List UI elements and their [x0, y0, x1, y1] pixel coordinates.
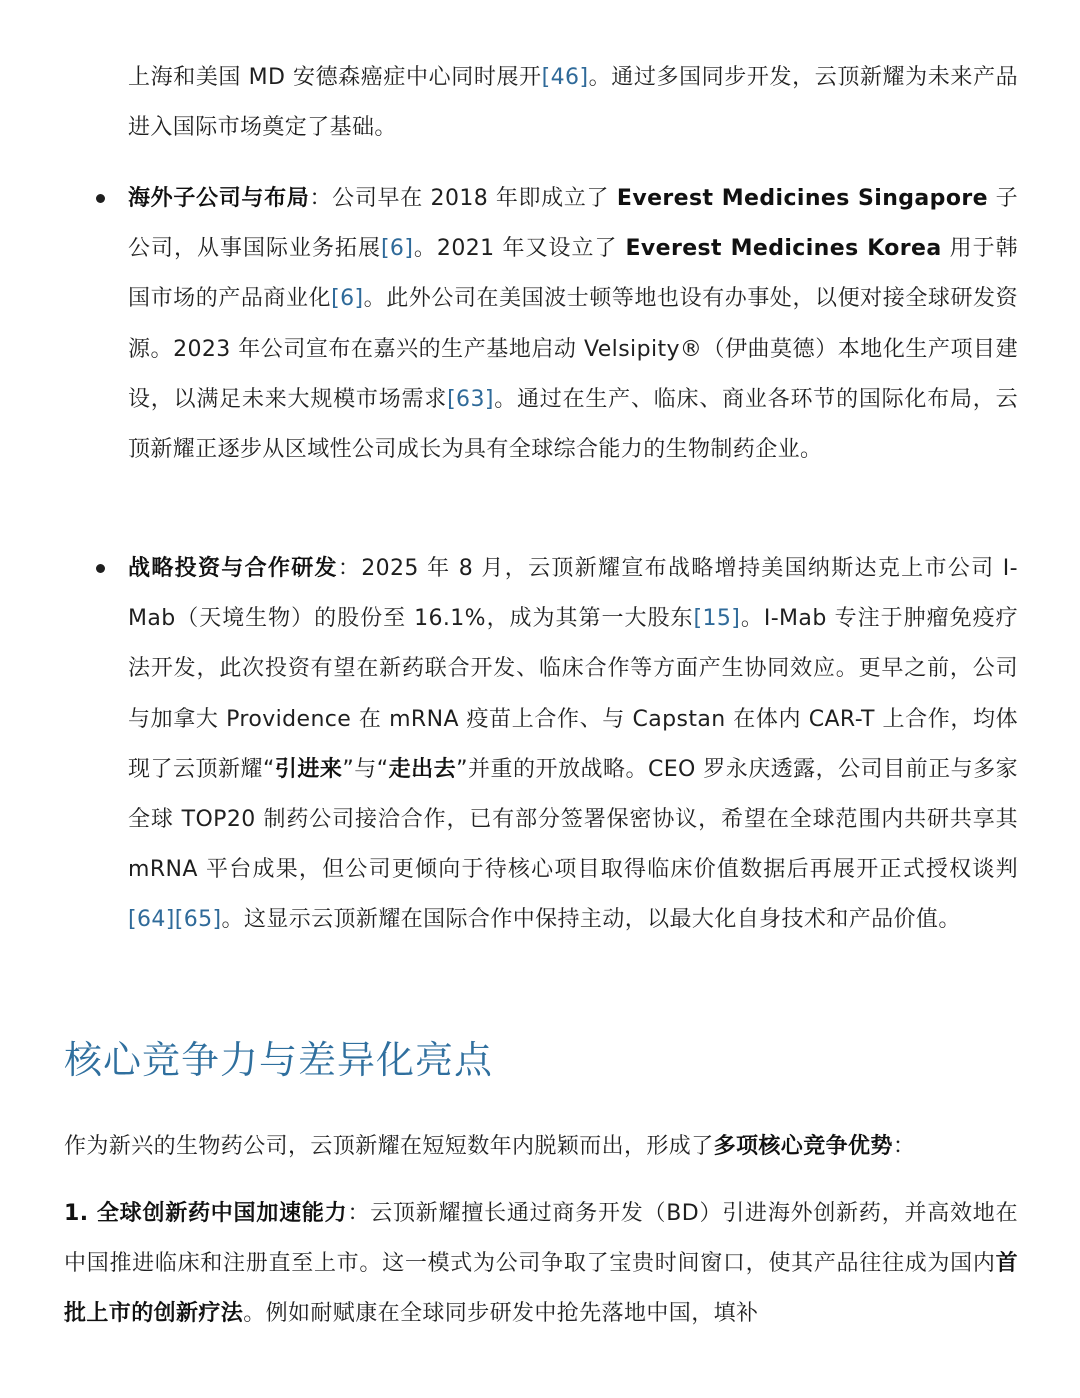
bold-term: 多项核心竞争优势 [713, 1134, 893, 1159]
bold-term: Everest Medicines Korea [625, 236, 942, 262]
citation-link-6[interactable]: [6] [380, 236, 414, 262]
bullet-text: 。I-Mab 专注于肿瘤免疫疗法开发，此次投资有望在新药联合开发、临床合作等方面产生协同效应。更早之前，公司与加拿大 Providence 在 mRNA 疫苗上合作、与 Capstan 在体内 CAR-T 上合作，均体现了云顶新耀“ [128, 606, 1018, 782]
item-label: 全球创新药中国加速能力 [96, 1201, 348, 1226]
bold-term: 走出去 [388, 756, 457, 782]
continuation-text: 上海和美国 MD 安德森癌症中心同时展开 [128, 65, 542, 90]
citation-link-64[interactable]: [64] [128, 907, 175, 933]
citation-link-6[interactable]: [6] [331, 286, 364, 312]
item-number: 1. [64, 1201, 97, 1226]
bullet-text: 用于韩国市场的产品商业化 [128, 236, 1018, 312]
bullet-label: 海外子公司与布局 [128, 186, 310, 211]
bullet-item-strategic-investment [128, 544, 1018, 946]
bullet-dot-icon [96, 564, 105, 573]
intro-text: ： [892, 1134, 916, 1159]
section-intro [64, 1122, 1018, 1172]
bullet-text: 。2021 年又设立了 [413, 236, 626, 262]
bold-term: Everest Medicines Singapore [616, 186, 988, 211]
bullet-dot-icon [96, 194, 105, 203]
section-heading: 核心竞争力与差异化亮点 [64, 1038, 494, 1082]
bold-term: 引进来 [274, 756, 343, 782]
bullet-text: ”与“ [342, 756, 389, 782]
numbered-item-1 [64, 1189, 1018, 1340]
bullet-paragraph [128, 174, 1018, 475]
bullet-text: ：公司早在 2018 年即成立了 [309, 186, 617, 211]
citation-link-15[interactable]: [15] [693, 606, 741, 632]
citation-link-65[interactable]: [65] [174, 907, 222, 933]
intro-text: 作为新兴的生物药公司，云顶新耀在短短数年内脱颖而出，形成了 [64, 1134, 714, 1159]
continuation-text-2: 。通过多国同步开发，云顶新耀为未来产品进入国际市场奠定了基础。 [128, 65, 1018, 141]
bullet-text: 子公司，从事国际业务拓展 [128, 186, 1018, 262]
bullet-paragraph [128, 544, 1018, 946]
bullet-text: 。此外公司在美国波士顿等地也设有办事处，以便对接全球研发资源。2023 年公司宣布在嘉兴的生产基地启动 Velsipity®（伊曲莫德）本地化生产项目建设，以满足未来大规模市场需求 [128, 286, 1018, 412]
item-text: 。例如耐赋康在全球同步研发中抢先落地中国，填补 [243, 1301, 759, 1327]
bullet-text: ：2025 年 8 月，云顶新耀宣布战略增持美国纳斯达克上市公司 I-Mab（天境生物）的股份至 16.1%，成为其第一大股东 [128, 556, 1018, 632]
bullet-text: ”并重的开放战略。CEO 罗永庆透露，公司目前正与多家全球 TOP20 制药公司接洽合作，已有部分签署保密协议，希望在全球范围内共研共享其 mRNA 平台成果，但公司更倾向于待核心项目取得临床价值数据后再展开正式授权谈判 [128, 756, 1019, 883]
bold-term: 首批上市的创新疗法 [64, 1251, 1018, 1327]
citation-link-63[interactable]: [63] [447, 386, 494, 412]
bullet-text: 。通过在生产、临床、商业各环节的国际化布局，云顶新耀正逐步从区域性公司成长为具有全球综合能力的生物制药企业。 [128, 386, 1018, 463]
bullet-label: 战略投资与合作研发 [128, 556, 338, 581]
continuation-paragraph [128, 53, 1018, 153]
citation-link-46[interactable]: [46] [541, 65, 589, 90]
bullet-item-overseas [128, 174, 1018, 475]
item-text: ：云顶新耀擅长通过商务开发（BD）引进海外创新药，并高效地在中国推进临床和注册直至上市。这一模式为公司争取了宝贵时间窗口，使其产品往往成为国内 [64, 1201, 1018, 1277]
bullet-text: 。这显示云顶新耀在国际合作中保持主动，以最大化自身技术和产品价值。 [221, 907, 961, 933]
